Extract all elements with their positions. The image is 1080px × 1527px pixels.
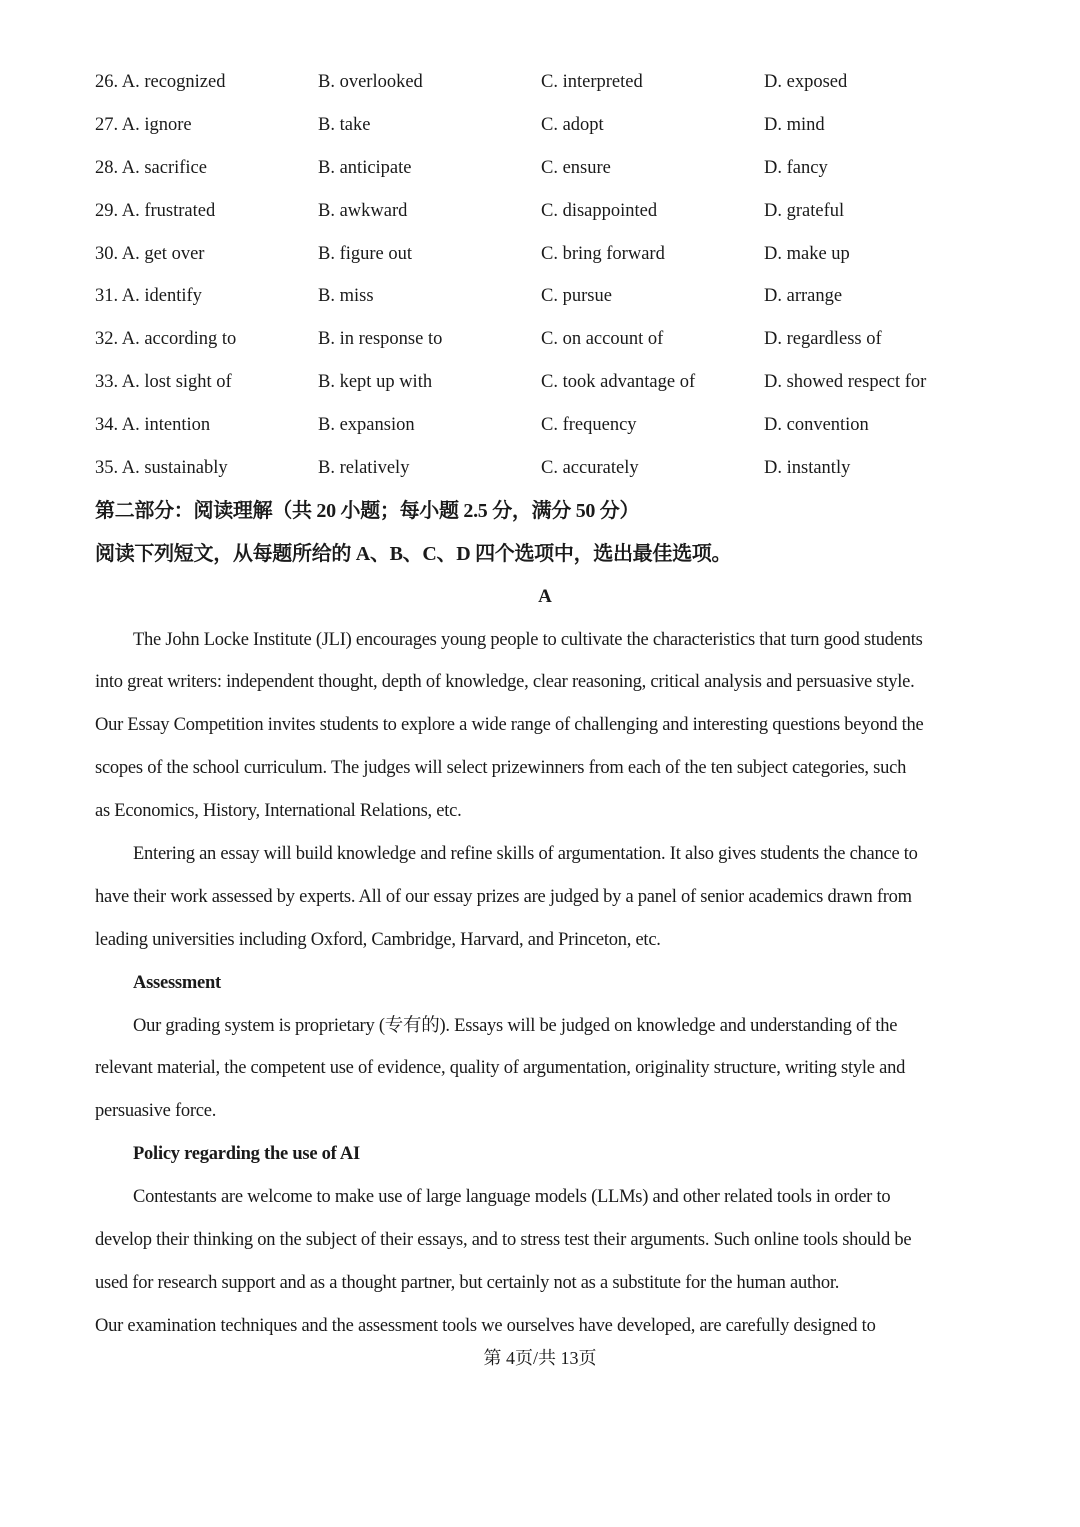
question-row xyxy=(95,147,995,190)
text-line: persuasive force. xyxy=(95,1101,217,1122)
text-line: Our Essay Competition invites students to explore a wide range of challenging and interesting questions beyond the xyxy=(95,715,924,736)
text-line: Our examination techniques and the assessment tools we ourselves have developed, are carefully designed to xyxy=(95,1315,876,1336)
option-a: 29. A. frustrated xyxy=(95,200,216,221)
option-a: 32. A. according to xyxy=(95,329,237,350)
question-row xyxy=(95,318,995,361)
option-b: B. figure out xyxy=(318,243,413,264)
option-d: D. make up xyxy=(764,243,850,264)
option-b: B. kept up with xyxy=(318,372,433,393)
question-row xyxy=(95,233,995,276)
question-row xyxy=(95,447,995,490)
question-row xyxy=(95,190,995,233)
question-options xyxy=(95,61,995,490)
option-b: B. awkward xyxy=(318,200,408,221)
option-b: B. expansion xyxy=(318,415,415,436)
text-line: Entering an essay will build knowledge and refine skills of argumentation. It also gives students the chance to xyxy=(133,844,918,865)
option-d: D. arrange xyxy=(764,286,843,307)
text-line: Our grading system is proprietary (专有的). Essays will be judged on knowledge and understanding of the xyxy=(133,1015,898,1036)
option-a: 27. A. ignore xyxy=(95,114,192,135)
option-b: B. in response to xyxy=(318,329,443,350)
option-a: 34. A. intention xyxy=(95,415,211,436)
option-d: D. convention xyxy=(764,415,869,436)
option-d: D. mind xyxy=(764,114,825,135)
option-c: C. accurately xyxy=(541,458,639,479)
subheading: Assessment xyxy=(133,972,221,993)
option-b: B. overlooked xyxy=(318,72,423,92)
option-b: B. relatively xyxy=(318,458,410,479)
passage-text xyxy=(95,619,995,1348)
option-d: D. showed respect for xyxy=(764,372,927,393)
option-a: 33. A. lost sight of xyxy=(95,372,232,393)
text-line: have their work assessed by experts. All of our essay prizes are judged by a panel of senior academics drawn from xyxy=(95,886,912,907)
text-line: scopes of the school curriculum. The judges will select prizewinners from each of the ten subject categories, such xyxy=(95,758,907,779)
option-d: D. grateful xyxy=(764,200,845,221)
section-title: 第二部分：阅读理解（共 20 小题；每小题 2.5 分，满分 50 分） xyxy=(95,499,640,522)
option-d: D. regardless of xyxy=(764,329,882,350)
option-b: B. anticipate xyxy=(318,157,412,178)
question-row xyxy=(95,104,995,147)
subheading: Policy regarding the use of AI xyxy=(133,1144,360,1165)
text-line: used for research support and as a thought partner, but certainly not as a substitute for the human author. xyxy=(95,1272,840,1293)
text-line: leading universities including Oxford, Cambridge, Harvard, and Princeton, etc. xyxy=(95,929,661,950)
option-c: C. frequency xyxy=(541,415,637,436)
passage-label: A xyxy=(538,585,552,607)
question-row xyxy=(95,404,995,447)
option-a: 26. A. recognized xyxy=(95,72,226,92)
option-c: C. adopt xyxy=(541,114,604,135)
text-line: develop their thinking on the subject of their essays, and to stress test their arguments. Such online tools should be xyxy=(95,1230,912,1251)
option-b: B. take xyxy=(318,114,371,135)
option-c: C. on account of xyxy=(541,329,664,350)
option-c: C. ensure xyxy=(541,157,611,178)
option-c: C. pursue xyxy=(541,286,612,307)
page-footer: 第 4页/共 13页 xyxy=(483,1348,597,1368)
text-line: Contestants are welcome to make use of large language models (LLMs) and other related tools in order to xyxy=(133,1187,891,1208)
text-line: relevant material, the competent use of evidence, quality of argumentation, originality structure, writing style and xyxy=(95,1058,906,1079)
question-row xyxy=(95,361,995,404)
option-b: B. miss xyxy=(318,286,374,307)
document-body xyxy=(95,61,995,1348)
option-c: C. interpreted xyxy=(541,72,643,92)
text-line: The John Locke Institute (JLI) encourages young people to cultivate the characteristics that turn good students xyxy=(133,629,923,650)
option-d: D. fancy xyxy=(764,157,828,178)
question-row xyxy=(95,275,995,318)
question-row xyxy=(95,61,995,104)
option-c: C. bring forward xyxy=(541,243,665,264)
instructions: 阅读下列短文，从每题所给的 A、B、C、D 四个选项中，选出最佳选项。 xyxy=(95,542,732,565)
option-c: C. disappointed xyxy=(541,200,658,221)
text-line: as Economics, History, International Relations, etc. xyxy=(95,801,462,822)
option-a: 35. A. sustainably xyxy=(95,458,228,479)
option-a: 28. A. sacrifice xyxy=(95,157,207,178)
option-a: 30. A. get over xyxy=(95,243,205,264)
option-a: 31. A. identify xyxy=(95,286,202,307)
option-c: C. took advantage of xyxy=(541,372,696,393)
text-line: into great writers: independent thought, depth of knowledge, clear reasoning, critical analysis and persuasive style. xyxy=(95,672,915,693)
option-d: D. exposed xyxy=(764,72,848,92)
option-d: D. instantly xyxy=(764,458,851,479)
